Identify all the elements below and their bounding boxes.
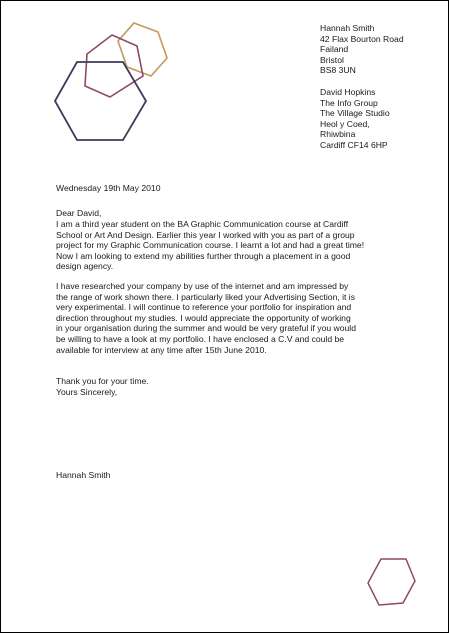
body-line: direction throughout my studies. I would appreciate the opportunity of working — [56, 312, 351, 323]
sender-postcode: BS8 3UN — [320, 65, 356, 76]
body-line: project for my Graphic Communication course. I learnt a lot and had a great time! — [56, 240, 365, 251]
sender-locality: Failand — [320, 44, 349, 55]
closing-line: Yours Sincerely, — [56, 387, 118, 397]
hexagon-cluster-icon — [55, 23, 167, 140]
body-paragraph-1 — [56, 219, 426, 272]
body-line: be willing to have a look at my portfolio. I have enclosed a C.V and could be — [56, 333, 345, 344]
maroon-hexagon-icon — [85, 35, 143, 97]
hexagon-icon — [368, 559, 415, 605]
body-line: available for interview at any time after 15th June 2010. — [56, 344, 267, 355]
body-line: I am a third year student on the BA Graphic Communication course at Cardiff — [56, 219, 349, 229]
recipient-area: Rhiwbina — [320, 129, 356, 140]
letter-date: Wednesday 19th May 2010 — [56, 183, 161, 193]
body-line: the range of work shown there. I particularly liked your Advertising Section, it is — [56, 291, 356, 302]
salutation: Dear David, — [56, 208, 102, 218]
navy-hexagon-icon — [55, 62, 146, 140]
signature-name: Hannah Smith — [56, 470, 111, 480]
sender-street: 42 Flax Bourton Road — [320, 33, 404, 44]
body-line: I have researched your company by use of the internet and am impressed by — [56, 281, 349, 291]
recipient-address — [320, 87, 390, 151]
body-paragraph-2 — [56, 281, 426, 355]
recipient-building: The Village Studio — [320, 108, 390, 119]
sender-city: Bristol — [320, 54, 344, 65]
recipient-city-postcode: Cardiff CF14 6HP — [320, 139, 388, 150]
body-line: in your organisation during the summer and would be very grateful if you would — [56, 323, 356, 334]
body-line: School or Art And Design. Earlier this year I worked with you as part of a group — [56, 229, 355, 240]
sender-name: Hannah Smith — [320, 23, 375, 33]
recipient-company: The Info Group — [320, 97, 378, 108]
body-line: Now I am looking to extend my abilities further through a placement in a good — [56, 250, 351, 261]
recipient-name: David Hopkins — [320, 87, 376, 97]
body-line: very experimental. I will continue to reference your portfolio for inspiration and — [56, 302, 352, 313]
body-line: design agency. — [56, 261, 114, 272]
sender-address — [320, 23, 404, 76]
gold-hexagon-icon — [118, 23, 167, 76]
thanks-line: Thank you for your time. — [56, 376, 149, 386]
recipient-street: Heol y Coed, — [320, 118, 370, 129]
